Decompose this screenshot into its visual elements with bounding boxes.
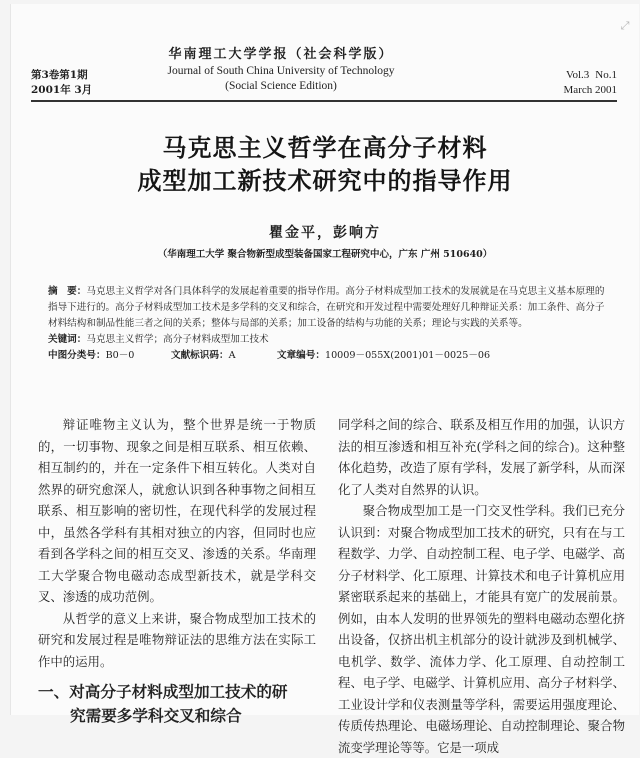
- keywords-text: 马克思主义哲学；高分子材料成型加工技术: [86, 334, 269, 345]
- paragraph: 聚合物成型加工是一门交叉性学科。我们已充分认识到：对聚合物成型加工技术的研究，只有在与工程数学、力学、自动控制工程、电子学、电磁学、高分子材料学、化工原理、计算技术和电子计算机应用紧密联系起来的基础上，才能具有宽广的发展前景。例如，由本人发明的世界领先的塑料电磁动态塑化挤出设备，仅挤出机主机部分的设计就涉及到机械学、电机学、数学、流体力学、化工原理、自动控制工程、电子学、电磁学、计算机应用、高分子材料学、工业设计学和仪表测量等学科，需要运用强度理论、传质传热理论、电磁场理论、自动控制理论、聚合物流变学理论等等。它是一项成: [338, 503, 625, 755]
- body-column-left: [38, 414, 316, 728]
- abstract: [48, 284, 608, 364]
- paragraph: 辩证唯物主义认为，整个世界是统一于物质的，一切事物、现象之间是相互联系、相互依赖、相互制约的，并在一定条件下相互转化。人类对自然界的研究愈深人，就愈认识到各种事物之间相互联系、相互影响的密切性，在现代科学的发展过程中，虽然各学科有其相对独立的内容，但同时也应看到各学科之间的相互交叉、渗透的关系。华南理工大学聚合物电磁动态成型新技术，就是学科交叉、渗透的成功范例。: [38, 417, 316, 604]
- affiliation: （华南理工大学 聚合物新型成型装备国家工程研究中心，广东 广州 510640）: [157, 249, 493, 260]
- article-title: [11, 132, 639, 198]
- title-line-2: 成型加工新技术研究中的指导作用: [137, 167, 513, 195]
- date-cn: 2001年 3月: [31, 84, 93, 96]
- header-rule: [31, 100, 617, 102]
- abstract-text: 马克思主义哲学对各门具体科学的发展起着重要的指导作用。高分子材料成型加工技术的发展就是在马克思主义基本原理的指导下进行的。高分子材料成型加工技术是多学科的交叉和综合，在研究和开发过程中需要处理好几种辩证关系：加工条件、高分子材料结构和制品性能三者之间的关系；整体与局部的关系；加工设备的结构与功能的关系；理论与实践的关系等。: [48, 286, 605, 329]
- abstract-body: [48, 284, 608, 332]
- journal-name-cn: 华南理工大学学报（社会科学版）: [168, 47, 394, 62]
- paragraph: 从哲学的意义上来讲，聚合物成型加工技术的研究和发展过程是唯物辩证法的思维方法在实际工作中的运用。: [38, 610, 316, 669]
- article-number-value: 10009－055X(2001)01－0025－06: [324, 350, 491, 361]
- journal-name-en: Journal of South China University of Technology: [167, 65, 395, 77]
- authors: 瞿金平，彭响方: [269, 225, 381, 241]
- classification-row: [48, 348, 608, 364]
- abstract-label: 摘 要：: [48, 286, 87, 297]
- doc-code-value: A: [228, 350, 236, 361]
- article-number-label: 文章编号：: [277, 350, 325, 361]
- title-line-1: 马克思主义哲学在高分子材料: [162, 134, 488, 162]
- issue-info-en: [564, 68, 617, 98]
- volume-en: Vol.3: [565, 69, 590, 81]
- journal-name: [151, 46, 411, 94]
- volume-cn: 第3卷第1期: [31, 69, 88, 81]
- journal-header: [11, 4, 639, 104]
- body-column-right: [338, 414, 625, 758]
- doc-code: [171, 348, 277, 364]
- paper-page: [10, 4, 639, 755]
- section-heading: [38, 680, 316, 728]
- clc-label: 中图分类号：: [48, 350, 106, 361]
- clc-value: B0－0: [105, 350, 135, 361]
- number-en: No.1: [595, 69, 617, 81]
- section-heading-line-1: 一、对高分子材料成型加工技术的研: [38, 683, 288, 701]
- keywords: [48, 332, 608, 348]
- expand-icon[interactable]: ⤢: [620, 19, 630, 32]
- article-number: [277, 348, 490, 364]
- doc-code-label: 文献标识码：: [171, 350, 229, 361]
- issue-info-cn: [31, 68, 92, 98]
- paragraph: 同学科之间的综合、联系及相互作用的加强，认识方法的相互渗透和相互补充(学科之间的综合)。这种整体化趋势，改造了原有学科，发展了新学科，从而深化了人类对自然界的认识。: [338, 417, 625, 497]
- journal-edition-en: (Social Science Edition): [225, 80, 337, 92]
- clc-number: [48, 348, 171, 364]
- keywords-label: 关键词：: [48, 334, 87, 345]
- month-year-en: March 2001: [563, 84, 617, 96]
- section-heading-line-2: 究需要多学科交叉和综合: [70, 707, 242, 725]
